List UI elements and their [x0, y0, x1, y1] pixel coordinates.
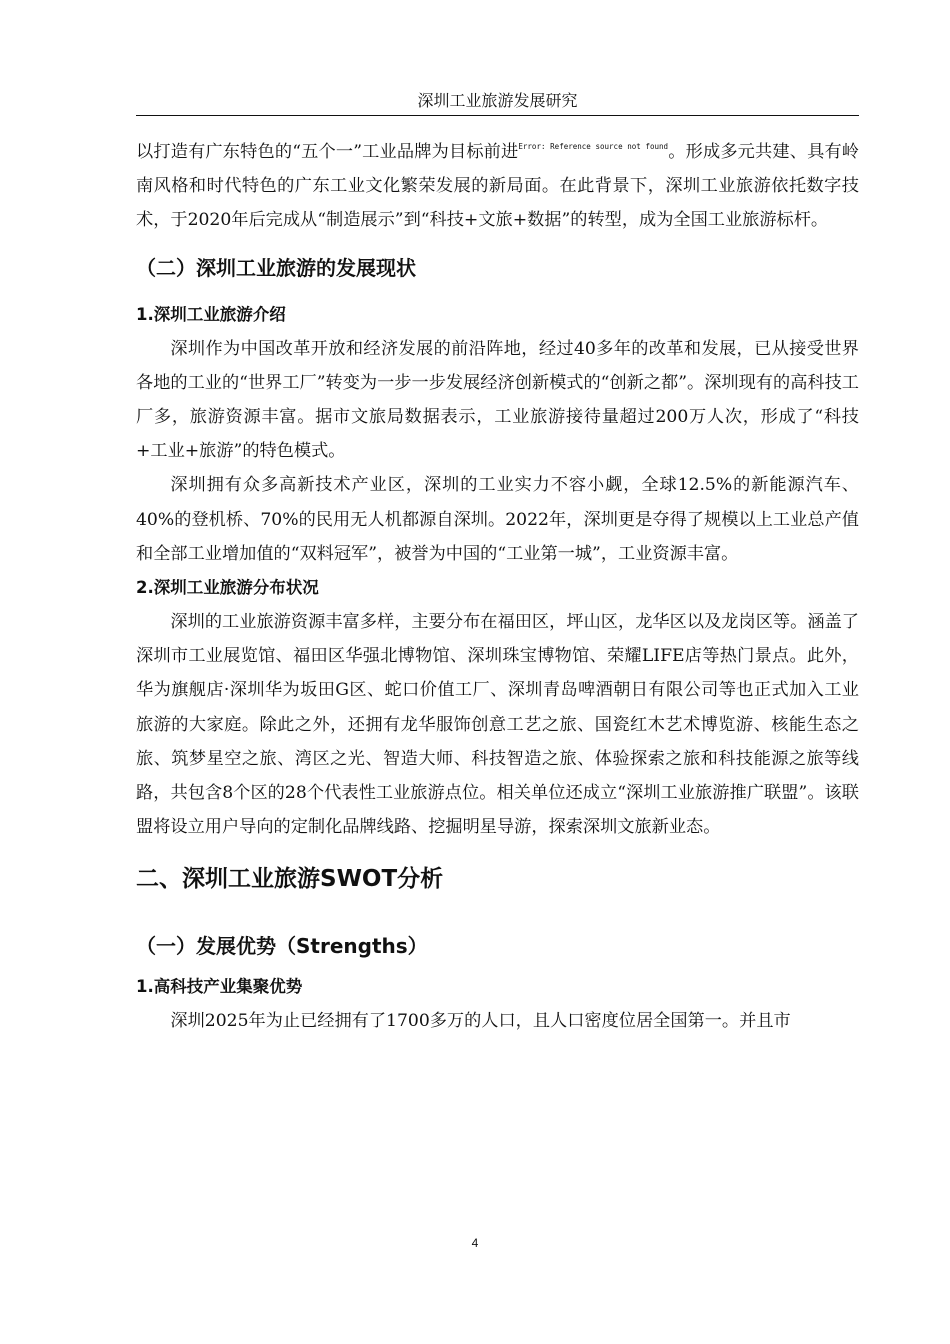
running-header: 深圳工业旅游发展研究	[417, 91, 578, 110]
paragraph: 深圳拥有众多高新技术产业区，深圳的工业实力不容小觑，全球12.5%的新能源汽车、40%的登机桥、70%的民用无人机都源自深圳。2022年，深圳更是夺得了规模以上工业总产值和全部工业增加值的“双料冠军”，被誉为中国的“工业第一城”，工业资源丰富。	[136, 475, 859, 564]
subheading-introduction: 1.深圳工业旅游介绍	[136, 304, 286, 324]
page-body	[136, 130, 859, 1039]
section-heading-strengths: （一）发展优势（Strengths）	[136, 934, 428, 959]
subheading-distribution: 2.深圳工业旅游分布状况	[136, 578, 319, 598]
paragraph: 深圳的工业旅游资源丰富多样，主要分布在福田区，坪山区，龙华区以及龙岗区等。涵盖了深圳市工业展览馆、福田区华强北博物馆、深圳珠宝博物馆、荣耀LIFE店等热门景点。此外，华为旗舰店·深圳华为坂田G区、蛇口价值工厂、深圳青岛啤酒朝日有限公司等也正式加入工业旅游的大家庭。除此之外，还拥有龙华服饰创意工艺之旅、国瓷红木艺术博览游、核能生态之旅、筑梦星空之旅、湾区之光、智造大师、科技智造之旅、体验探索之旅和科技能源之旅等线路，共包含8个区的28个代表性工业旅游点位。相关单位还成立“深圳工业旅游推广联盟”。该联盟将设立用户导向的定制化品牌线路、挖掘明星导游，探索深圳文旅新业态。	[136, 612, 859, 838]
header-divider	[136, 115, 859, 116]
reference-error: Error: Reference source not found	[518, 142, 669, 151]
page-number: 4	[471, 1236, 479, 1250]
chapter-heading-swot: 二、深圳工业旅游SWOT分析	[136, 866, 444, 893]
intro-text-before: 以打造有广东特色的“五个一”工业品牌为目标前进	[136, 142, 519, 162]
intro-paragraph	[136, 130, 859, 238]
subheading-hightech: 1.高科技产业集聚优势	[136, 977, 303, 997]
intro-text-after: 。形成多元共建、具有岭南风格和时代特色的广东工业文化繁荣发展的新局面。在此背景下，深圳工业旅游依托数字技术，于2020年后完成从“制造展示”到“科技+文旅+数据”的转型，成为全国工业旅游标杆。	[136, 142, 859, 231]
section-heading-status: （二）深圳工业旅游的发展现状	[136, 255, 416, 280]
paragraph: 深圳作为中国改革开放和经济发展的前沿阵地，经过40多年的改革和发展，已从接受世界各地的工业的“世界工厂”转变为一步一步发展经济创新模式的“创新之都”。深圳现有的高科技工厂多，旅游资源丰富。据市文旅局数据表示，工业旅游接待量超过200万人次，形成了“科技+工业+旅游”的特色模式。	[136, 338, 859, 462]
paragraph: 深圳2025年为止已经拥有了1700多万的人口，且人口密度位居全国第一。并且市	[170, 1011, 791, 1032]
